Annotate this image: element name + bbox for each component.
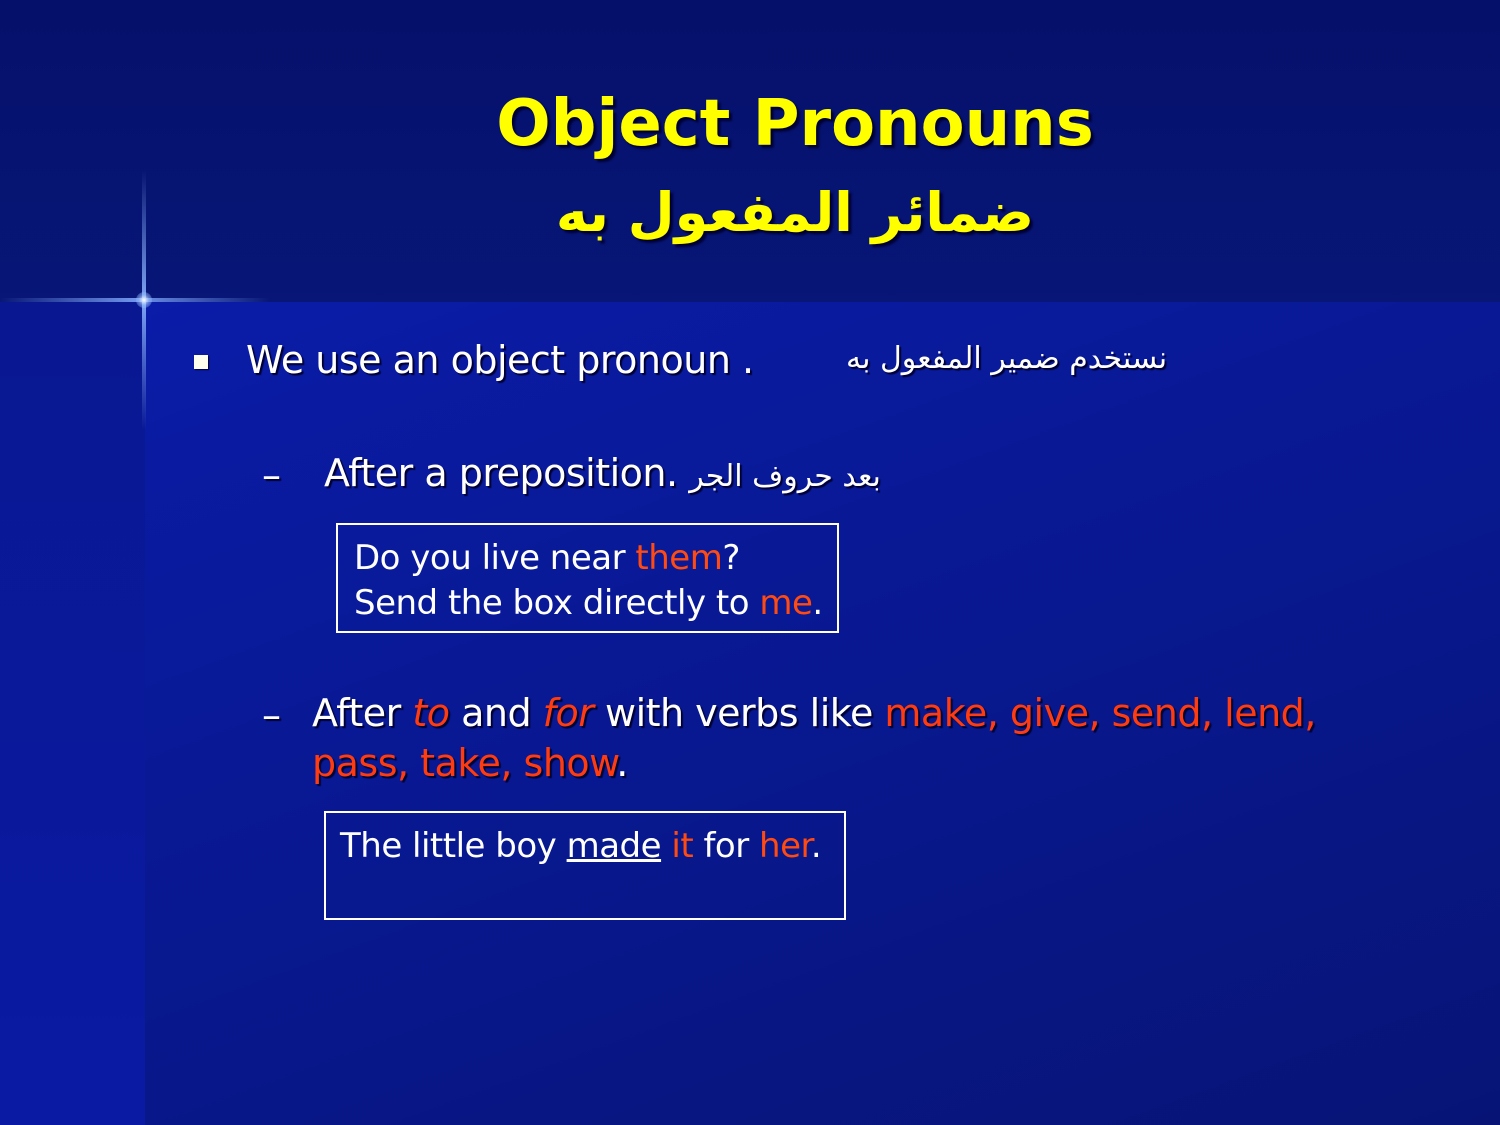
object-pronoun-highlight: her bbox=[759, 826, 811, 866]
example-text: The little boy bbox=[340, 826, 567, 866]
object-pronoun-highlight: me bbox=[759, 583, 813, 623]
dash-marker-2: – bbox=[262, 693, 281, 737]
sub-item-punctuation: . bbox=[616, 741, 628, 785]
example-text bbox=[661, 826, 671, 866]
example-sentence-2 bbox=[354, 580, 823, 626]
verb-list: make, give, send, lend, pass, take, show bbox=[312, 691, 1316, 785]
example-punctuation: . bbox=[812, 583, 823, 623]
example-punctuation: . bbox=[810, 826, 822, 866]
sub-item-verbs bbox=[312, 688, 1372, 788]
keyword-for: for bbox=[542, 691, 594, 735]
example-text: Send the box directly to bbox=[354, 583, 760, 623]
example-text: for bbox=[693, 826, 760, 866]
example-punctuation: ? bbox=[722, 538, 740, 578]
sub-item-text: and bbox=[449, 691, 543, 735]
sub-item-text: After bbox=[312, 691, 413, 735]
slide-title-arabic: ضمائر المفعول به bbox=[555, 181, 1035, 244]
bullet-text-arabic: نستخدم ضمير المفعول به bbox=[846, 341, 1168, 376]
sub-item-preposition bbox=[324, 448, 881, 502]
sub-item-text: with verbs like bbox=[593, 691, 885, 735]
dash-marker-1: – bbox=[262, 453, 281, 497]
bullet-text: We use an object pronoun . bbox=[246, 338, 754, 382]
verb-underlined: made bbox=[566, 826, 662, 866]
sub-item-preposition-text: After a preposition. bbox=[324, 451, 678, 495]
example-box-preposition bbox=[336, 523, 839, 633]
example-box-verbs bbox=[324, 811, 846, 920]
slide-title: Object Pronouns bbox=[496, 87, 1094, 161]
object-pronoun-highlight: them bbox=[635, 538, 723, 578]
example-sentence-3 bbox=[340, 823, 821, 869]
light-flare-core bbox=[136, 292, 152, 308]
light-flare-horizontal bbox=[0, 298, 270, 302]
keyword-to: to bbox=[412, 691, 450, 735]
left-band bbox=[0, 302, 145, 1125]
sub-item-preposition-arabic: بعد حروف الجر bbox=[689, 459, 881, 494]
square-bullet-icon bbox=[194, 355, 208, 369]
example-sentence-1 bbox=[354, 535, 740, 581]
example-text: Do you live near bbox=[354, 538, 636, 578]
object-pronoun-highlight: it bbox=[671, 826, 694, 866]
